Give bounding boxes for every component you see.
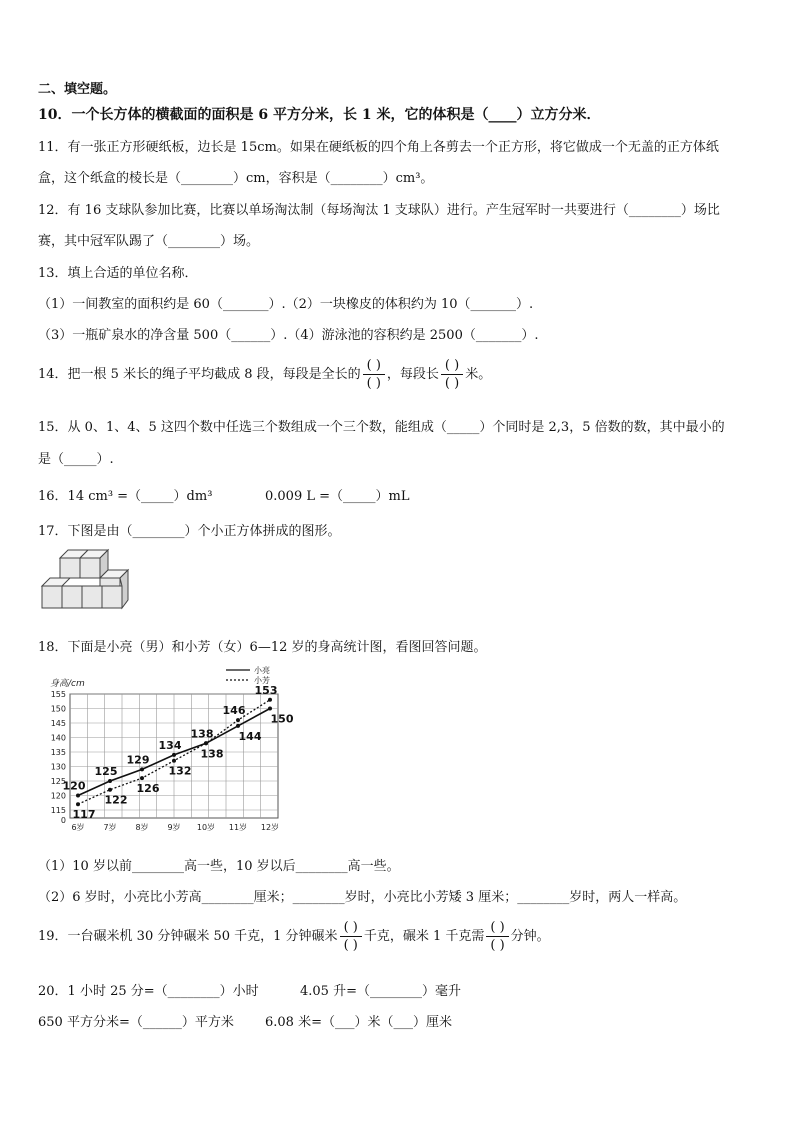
data-label: 134 [158,738,182,752]
data-label: 117 [72,808,96,822]
x-tick-labels [71,822,279,832]
x-tick-label: 6岁 [71,823,85,832]
x-tick-label: 12岁 [260,823,280,832]
cube-front-face-3 [42,586,62,608]
question-15-line-1: 15．从 0、1、4、5 这四个数中任选三个数组成一个三个数，能组成（_____）个同时是 2,3，5 倍数的数，其中最小的 [38,420,725,435]
data-label: 132 [168,764,192,778]
question-13-row-1: （1）一间教室的面积约是 60（_______）.（2）一块橡皮的体积约为 10（_______）. [38,297,534,312]
cube-front-face-4 [62,586,82,608]
question-20-part-2: 4.05 升=（________）毫升 [300,984,461,999]
question-13: 13．填上合适的单位名称． [38,266,198,281]
question-10: 10．一个长方体的横截面的面积是 6 平方分米，长 1 米，它的体积是（____）立方分米． [38,107,601,123]
x-tick-label: 8岁 [135,823,149,832]
question-12-line-2: 赛，其中冠军队踢了（________）场。 [38,234,260,249]
y-tick-label: 145 [50,719,66,728]
data-point [268,707,272,711]
cube-front-face-1 [60,558,80,578]
question-16-part-2: 0.009 L =（_____）mL [265,489,410,504]
y-tick-label: 140 [50,733,66,743]
legend-label: 小芳 [254,676,270,685]
question-14-text-post: 米。 [465,367,492,382]
data-point [108,788,112,792]
y-axis-label: 身高/cm [50,679,85,689]
x-tick-label: 7岁 [103,823,117,832]
section-header: 二、填空题。 [38,82,117,97]
fraction-1-denominator: ( ) [366,376,381,391]
question-18-part-1: （1）10 岁以前________高一些，10 岁以后________高一些。 [38,859,400,874]
fraction-3-numerator: ( ) [340,921,362,937]
data-label: 150 [270,712,294,726]
question-18-part-2: （2）6 岁时，小亮比小芳高________厘米；________岁时，小亮比小芳矮 3 厘米；________岁时，两人一样高。 [38,890,687,905]
data-point [172,753,176,757]
question-14 [38,352,491,398]
data-point [172,759,176,763]
fraction-1-numerator: ( ) [363,359,385,375]
data-label: 122 [104,793,128,807]
fraction-4 [486,921,508,952]
data-label: 120 [62,779,86,793]
y-tick-label: 0 [60,816,66,825]
y-tick-label: 135 [50,748,66,757]
question-20-part-4: 6.08 米=（___）米（___）厘米 [265,1015,452,1030]
question-19-text-mid: 千克，碾米 1 千克需 [363,929,485,944]
data-label: 144 [238,729,262,743]
y-tick-labels [51,690,66,825]
fraction-1 [363,359,385,390]
data-label: 138 [190,727,214,741]
data-label: 138 [200,747,224,761]
question-18: 18．下面是小亮（男）和小芳（女）6—12 岁的身高统计图，看图回答问题。 [38,640,487,655]
cube-front-face-5 [82,586,102,608]
fraction-2-numerator: ( ) [441,359,463,375]
cube-top-face-4 [42,578,70,586]
question-19-text-pre: 19．一台碾米机 30 分钟碾米 50 千克，1 分钟碾米 [38,929,338,944]
data-point [140,776,144,780]
data-label: 153 [254,683,278,697]
data-point [236,724,240,728]
fraction-3-denominator: ( ) [343,938,358,953]
question-20-part-1: 20．1 小时 25 分=（________）小时 [38,984,259,999]
y-tick-label: 130 [50,762,66,772]
question-20-part-3: 650 平方分米=（______）平方米 [38,1015,234,1030]
y-tick-label: 120 [50,791,66,801]
cube-figure [40,548,135,614]
fraction-3 [340,921,362,952]
question-15-line-2: 是（_____）. [38,452,114,467]
data-label: 126 [136,782,160,796]
data-point [76,802,80,806]
data-point [76,794,80,798]
question-14-text-pre: 14．把一根 5 米长的绳子平均截成 8 段，每段是全长的 [38,367,361,382]
cube-front-face-7 [100,578,120,586]
height-chart [40,660,300,840]
question-12-line-1: 12．有 16 支球队参加比赛，比赛以单场淘汰制（每场淘汰 1 支球队）进行。产生冠军时一共要进行（________）场比 [38,203,720,218]
fraction-4-denominator: ( ) [490,938,505,953]
data-point [140,767,144,771]
x-tick-label: 10岁 [196,823,216,832]
x-tick-label: 9岁 [167,823,181,832]
y-tick-label: 125 [50,777,66,786]
cube-front-face-6 [102,586,122,608]
y-tick-label: 150 [50,704,66,714]
question-16-part-1: 16．14 cm³ =（_____）dm³ [38,489,213,504]
question-11-line-1: 11．有一张正方形硬纸板，边长是 15cm。如果在硬纸板的四个角上各剪去一个正方形，将它做成一个无盖的正方体纸 [38,140,719,155]
data-label: 125 [94,765,118,778]
x-tick-label: 11岁 [228,823,248,832]
y-tick-label: 155 [50,690,66,699]
legend-label: 小亮 [254,666,270,675]
question-19 [38,914,550,960]
question-19-text-post: 分钟。 [510,929,550,944]
fraction-2 [441,359,463,390]
cube-front-face-2 [80,558,100,578]
question-13-row-2: （3）一瓶矿泉水的净含量 500（______）.（4）游泳池的容积约是 2500（_______）. [38,328,539,343]
data-label: 129 [126,753,150,767]
data-labels [63,684,294,821]
y-tick-label: 115 [50,806,66,815]
data-point [268,698,272,702]
data-point [108,779,112,783]
data-point [236,718,240,722]
data-label: 146 [222,704,246,718]
question-17: 17．下图是由（________）个小正方体拼成的图形。 [38,524,341,539]
question-11-line-2: 盒，这个纸盒的棱长是（________）cm，容积是（________）cm³。 [38,171,434,186]
chart-legend [226,665,270,685]
fraction-4-numerator: ( ) [486,921,508,937]
question-14-text-mid: ，每段长 [386,367,439,382]
data-point [204,741,208,745]
fraction-2-denominator: ( ) [444,376,460,391]
